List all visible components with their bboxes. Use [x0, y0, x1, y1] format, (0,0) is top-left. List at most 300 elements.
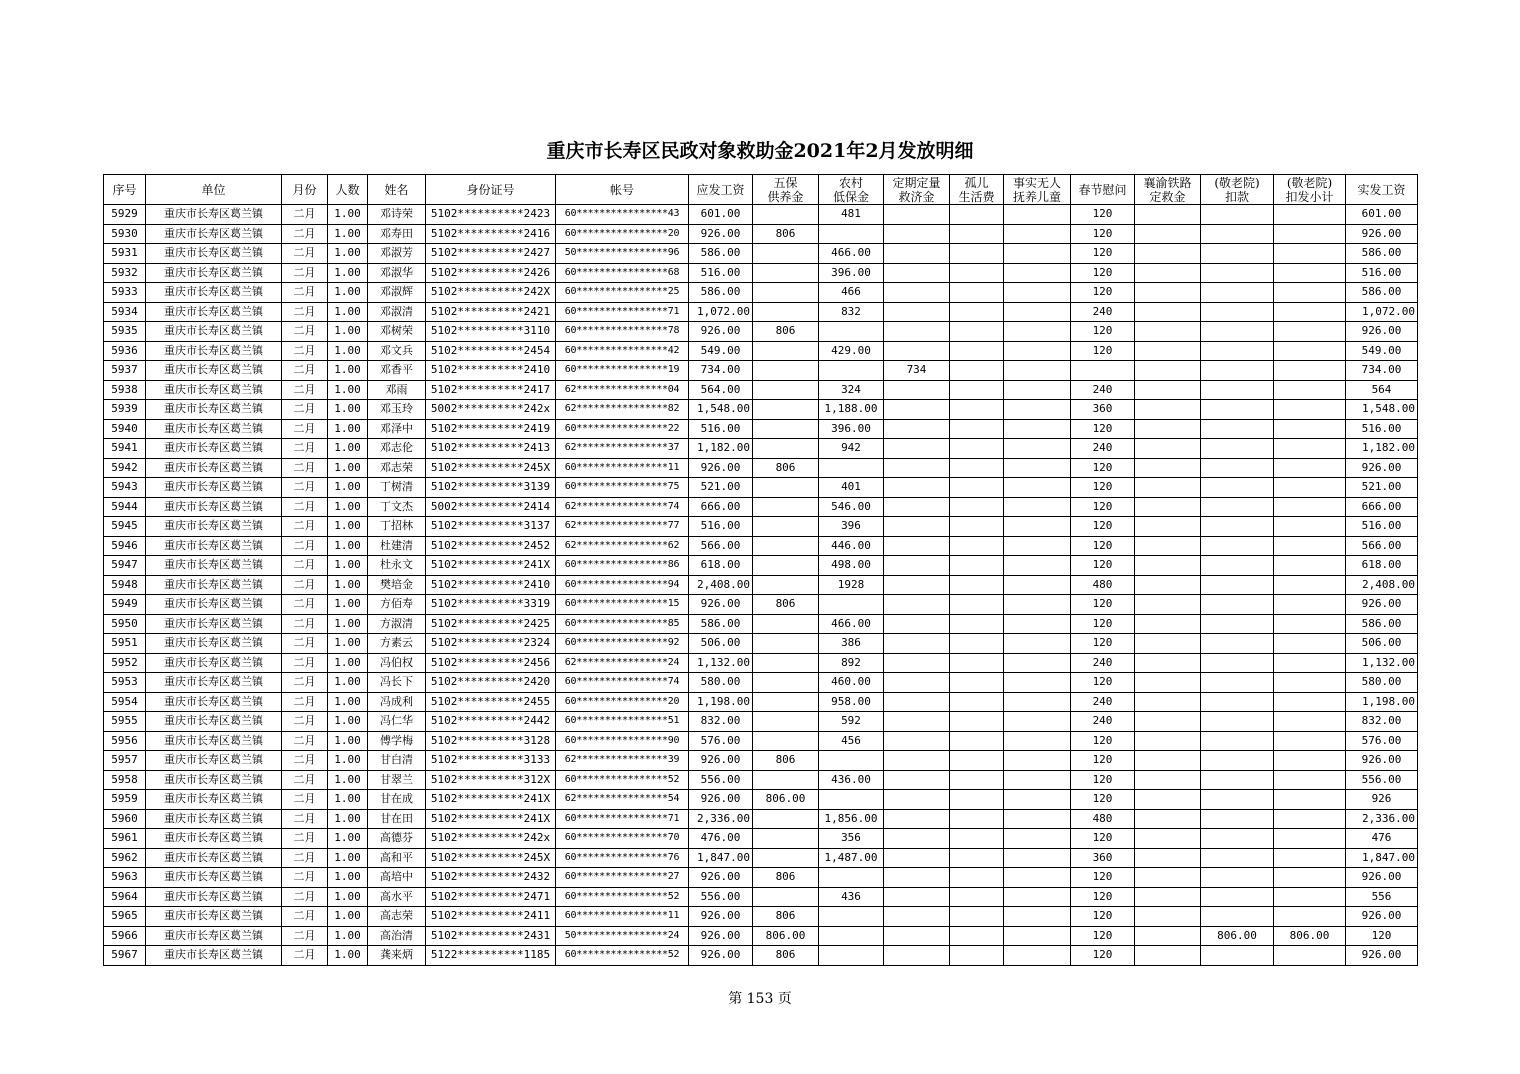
- table-cell: 2,408.00: [1346, 575, 1418, 595]
- table-body: [104, 205, 1418, 966]
- table-cell: 832: [819, 302, 884, 322]
- table-cell: 5930: [104, 224, 146, 244]
- table-cell: 邓淑芳: [368, 244, 426, 264]
- table-cell: [950, 536, 1004, 556]
- table-cell: [1274, 224, 1346, 244]
- table-cell: [1135, 419, 1201, 439]
- table-cell: [1201, 790, 1274, 810]
- table-cell: [884, 536, 950, 556]
- table-cell: 2,336.00: [1346, 809, 1418, 829]
- table-cell: 5962: [104, 848, 146, 868]
- table-cell: [950, 673, 1004, 693]
- table-cell: [950, 751, 1004, 771]
- table-cell: [1274, 380, 1346, 400]
- table-cell: 1.00: [328, 517, 368, 537]
- table-cell: 460.00: [819, 673, 884, 693]
- table-cell: [1201, 575, 1274, 595]
- table-cell: [950, 692, 1004, 712]
- table-cell: 5102**********241X: [426, 790, 556, 810]
- table-cell: [884, 322, 950, 342]
- table-cell: [1274, 692, 1346, 712]
- table-cell: 120: [1071, 829, 1135, 849]
- column-header: 帐号: [556, 175, 689, 205]
- table-cell: 926.00: [1346, 751, 1418, 771]
- table-cell: [1201, 361, 1274, 381]
- table-cell: [1201, 478, 1274, 498]
- table-cell: 5967: [104, 946, 146, 966]
- table-cell: 重庆市长寿区葛兰镇: [146, 341, 282, 361]
- table-cell: 丁树清: [368, 478, 426, 498]
- table-cell: [1135, 595, 1201, 615]
- table-cell: 926.00: [1346, 458, 1418, 478]
- table-cell: 516.00: [1346, 419, 1418, 439]
- table-cell: 5929: [104, 205, 146, 225]
- table-cell: 1.00: [328, 848, 368, 868]
- table-cell: 5102**********2442: [426, 712, 556, 732]
- table-cell: 1.00: [328, 595, 368, 615]
- table-cell: [884, 244, 950, 264]
- table-cell: 5102**********241X: [426, 809, 556, 829]
- table-cell: [1135, 380, 1201, 400]
- table-cell: [1201, 770, 1274, 790]
- table-cell: [1274, 614, 1346, 634]
- table-cell: [753, 887, 819, 907]
- table-cell: [1274, 731, 1346, 751]
- table-cell: 806: [753, 322, 819, 342]
- table-cell: [1201, 439, 1274, 459]
- table-cell: 62****************04: [556, 380, 689, 400]
- table-cell: [1004, 712, 1071, 732]
- table-cell: 360: [1071, 848, 1135, 868]
- table-cell: 5948: [104, 575, 146, 595]
- table-cell: 二月: [282, 887, 328, 907]
- table-cell: 120: [1071, 263, 1135, 283]
- table-cell: 549.00: [689, 341, 753, 361]
- table-cell: 62****************82: [556, 400, 689, 420]
- table-cell: 618.00: [689, 556, 753, 576]
- table-cell: 556.00: [689, 770, 753, 790]
- table-cell: 1.00: [328, 907, 368, 927]
- table-cell: 120: [1071, 536, 1135, 556]
- table-row: [104, 224, 1418, 244]
- table-cell: [1004, 302, 1071, 322]
- table-cell: 60****************52: [556, 946, 689, 966]
- table-cell: [1274, 263, 1346, 283]
- table-cell: 1928: [819, 575, 884, 595]
- table-cell: 60****************71: [556, 809, 689, 829]
- table-cell: 5102**********3137: [426, 517, 556, 537]
- table-cell: 120: [1071, 478, 1135, 498]
- table-cell: [819, 868, 884, 888]
- table-cell: 60****************43: [556, 205, 689, 225]
- column-header: 月份: [282, 175, 328, 205]
- table-cell: [1004, 556, 1071, 576]
- table-cell: 60****************86: [556, 556, 689, 576]
- table-cell: 926.00: [689, 868, 753, 888]
- table-cell: [1135, 946, 1201, 966]
- table-cell: [884, 419, 950, 439]
- table-cell: 120: [1071, 790, 1135, 810]
- table-cell: 5102**********2421: [426, 302, 556, 322]
- table-cell: [753, 556, 819, 576]
- table-cell: 1.00: [328, 224, 368, 244]
- table-cell: 958.00: [819, 692, 884, 712]
- table-cell: 120: [1071, 907, 1135, 927]
- table-cell: 240: [1071, 712, 1135, 732]
- table-cell: [1274, 497, 1346, 517]
- table-cell: 重庆市长寿区葛兰镇: [146, 887, 282, 907]
- table-cell: [1004, 887, 1071, 907]
- table-cell: [1135, 829, 1201, 849]
- table-cell: 5946: [104, 536, 146, 556]
- table-cell: [1274, 283, 1346, 303]
- table-cell: 重庆市长寿区葛兰镇: [146, 712, 282, 732]
- table-cell: [1004, 224, 1071, 244]
- table-cell: 1.00: [328, 244, 368, 264]
- table-cell: 重庆市长寿区葛兰镇: [146, 458, 282, 478]
- table-cell: [884, 634, 950, 654]
- table-cell: 120: [1071, 751, 1135, 771]
- table-cell: 60****************90: [556, 731, 689, 751]
- table-cell: 5102**********242X: [426, 283, 556, 303]
- table-cell: 5931: [104, 244, 146, 264]
- table-cell: 二月: [282, 692, 328, 712]
- table-cell: [819, 751, 884, 771]
- table-cell: 60****************52: [556, 770, 689, 790]
- table-cell: [1201, 205, 1274, 225]
- table-cell: 436: [819, 887, 884, 907]
- table-cell: 5102**********2471: [426, 887, 556, 907]
- table-cell: [1274, 536, 1346, 556]
- table-cell: 120: [1071, 731, 1135, 751]
- table-cell: [1135, 302, 1201, 322]
- table-cell: 二月: [282, 907, 328, 927]
- table-cell: 62****************77: [556, 517, 689, 537]
- table-cell: 5933: [104, 283, 146, 303]
- table-cell: 5935: [104, 322, 146, 342]
- table-cell: 丁招林: [368, 517, 426, 537]
- table-cell: [1274, 439, 1346, 459]
- table-cell: 5102**********2425: [426, 614, 556, 634]
- table-cell: 466.00: [819, 614, 884, 634]
- table-cell: 60****************11: [556, 907, 689, 927]
- table-cell: [753, 400, 819, 420]
- table-cell: 1.00: [328, 283, 368, 303]
- table-cell: 926.00: [689, 458, 753, 478]
- table-cell: [1201, 848, 1274, 868]
- table-cell: 重庆市长寿区葛兰镇: [146, 614, 282, 634]
- table-cell: [1004, 419, 1071, 439]
- table-cell: [753, 614, 819, 634]
- table-cell: 5102**********245X: [426, 848, 556, 868]
- table-row: [104, 439, 1418, 459]
- table-cell: [1274, 458, 1346, 478]
- table-cell: 二月: [282, 322, 328, 342]
- table-cell: 重庆市长寿区葛兰镇: [146, 653, 282, 673]
- table-cell: 1.00: [328, 478, 368, 498]
- table-cell: [753, 439, 819, 459]
- table-cell: 806: [753, 458, 819, 478]
- table-cell: [1004, 322, 1071, 342]
- table-cell: 5102**********2456: [426, 653, 556, 673]
- table-cell: 二月: [282, 751, 328, 771]
- table-cell: 62****************24: [556, 653, 689, 673]
- table-cell: [1274, 868, 1346, 888]
- table-cell: 1,856.00: [819, 809, 884, 829]
- table-cell: 二月: [282, 731, 328, 751]
- table-cell: [1274, 790, 1346, 810]
- table-cell: 重庆市长寿区葛兰镇: [146, 517, 282, 537]
- table-cell: 1,072.00: [689, 302, 753, 322]
- table-cell: [1135, 926, 1201, 946]
- table-cell: 重庆市长寿区葛兰镇: [146, 809, 282, 829]
- table-row: [104, 673, 1418, 693]
- table-cell: 重庆市长寿区葛兰镇: [146, 205, 282, 225]
- table-cell: 396.00: [819, 263, 884, 283]
- table-cell: 冯成利: [368, 692, 426, 712]
- table-cell: 396.00: [819, 419, 884, 439]
- table-cell: [1004, 926, 1071, 946]
- table-cell: [819, 322, 884, 342]
- table-cell: [1201, 692, 1274, 712]
- table-cell: 521.00: [689, 478, 753, 498]
- table-cell: 5961: [104, 829, 146, 849]
- table-cell: [1201, 809, 1274, 829]
- table-cell: [1274, 341, 1346, 361]
- table-cell: 重庆市长寿区葛兰镇: [146, 751, 282, 771]
- table-cell: [950, 380, 1004, 400]
- column-header: 序号: [104, 175, 146, 205]
- table-cell: 1.00: [328, 868, 368, 888]
- table-cell: [884, 263, 950, 283]
- column-header: 单位: [146, 175, 282, 205]
- table-cell: 高和平: [368, 848, 426, 868]
- table-cell: 60****************94: [556, 575, 689, 595]
- table-cell: 重庆市长寿区葛兰镇: [146, 829, 282, 849]
- table-cell: [1004, 809, 1071, 829]
- table-cell: [1201, 946, 1274, 966]
- table-cell: [1274, 751, 1346, 771]
- table-cell: [1004, 848, 1071, 868]
- table-cell: 120: [1071, 595, 1135, 615]
- table-cell: [1135, 244, 1201, 264]
- table-cell: 60****************78: [556, 322, 689, 342]
- column-header: 应发工资: [689, 175, 753, 205]
- table-cell: 666.00: [689, 497, 753, 517]
- table-cell: [1274, 770, 1346, 790]
- table-cell: 926.00: [689, 907, 753, 927]
- table-cell: [884, 224, 950, 244]
- table-cell: 506.00: [689, 634, 753, 654]
- column-header: 春节慰问: [1071, 175, 1135, 205]
- table-cell: 二月: [282, 712, 328, 732]
- table-cell: [1135, 458, 1201, 478]
- table-cell: [1135, 887, 1201, 907]
- table-cell: 5102**********2413: [426, 439, 556, 459]
- table-cell: 120: [1071, 673, 1135, 693]
- table-cell: 1,548.00: [689, 400, 753, 420]
- table-cell: [753, 419, 819, 439]
- table-cell: 5102**********2410: [426, 575, 556, 595]
- table-cell: 二月: [282, 809, 328, 829]
- table-cell: 120: [1071, 322, 1135, 342]
- table-row: [104, 517, 1418, 537]
- table-cell: [1201, 907, 1274, 927]
- table-cell: 5943: [104, 478, 146, 498]
- table-cell: 1,847.00: [1346, 848, 1418, 868]
- table-cell: 1.00: [328, 790, 368, 810]
- table-cell: 806.00: [753, 790, 819, 810]
- table-cell: 5102**********2410: [426, 361, 556, 381]
- table-row: [104, 907, 1418, 927]
- table-row: [104, 458, 1418, 478]
- table-cell: 556: [1346, 887, 1418, 907]
- table-cell: 576.00: [689, 731, 753, 751]
- table-cell: [884, 458, 950, 478]
- table-cell: 1.00: [328, 809, 368, 829]
- table-row: [104, 614, 1418, 634]
- table-cell: 重庆市长寿区葛兰镇: [146, 302, 282, 322]
- table-row: [104, 341, 1418, 361]
- table-cell: [884, 887, 950, 907]
- table-cell: 二月: [282, 205, 328, 225]
- table-cell: [753, 517, 819, 537]
- table-cell: [950, 595, 1004, 615]
- table-cell: 5966: [104, 926, 146, 946]
- table-cell: [884, 770, 950, 790]
- table-cell: [884, 478, 950, 498]
- table-cell: 60****************11: [556, 458, 689, 478]
- table-cell: 二月: [282, 244, 328, 264]
- table-cell: 2,336.00: [689, 809, 753, 829]
- table-cell: [950, 341, 1004, 361]
- table-cell: [1201, 556, 1274, 576]
- table-cell: 1.00: [328, 302, 368, 322]
- table-cell: 120: [1071, 205, 1135, 225]
- table-cell: [753, 829, 819, 849]
- table-cell: [1201, 887, 1274, 907]
- table-cell: 重庆市长寿区葛兰镇: [146, 770, 282, 790]
- table-cell: 498.00: [819, 556, 884, 576]
- table-cell: 5937: [104, 361, 146, 381]
- table-cell: [1274, 907, 1346, 927]
- table-cell: 60****************75: [556, 478, 689, 498]
- table-cell: [1004, 205, 1071, 225]
- table-cell: 5934: [104, 302, 146, 322]
- table-cell: 二月: [282, 673, 328, 693]
- table-cell: 1.00: [328, 887, 368, 907]
- table-row: [104, 790, 1418, 810]
- table-cell: [884, 595, 950, 615]
- table-cell: 杜永文: [368, 556, 426, 576]
- table-cell: 50****************96: [556, 244, 689, 264]
- table-cell: 1.00: [328, 692, 368, 712]
- table-cell: 1.00: [328, 829, 368, 849]
- table-cell: [1201, 673, 1274, 693]
- table-cell: 549.00: [1346, 341, 1418, 361]
- table-cell: 二月: [282, 614, 328, 634]
- table-cell: 580.00: [1346, 673, 1418, 693]
- table-cell: 高水平: [368, 887, 426, 907]
- table-cell: 二月: [282, 380, 328, 400]
- table-cell: [1201, 595, 1274, 615]
- table-cell: [1004, 283, 1071, 303]
- table-cell: [1004, 907, 1071, 927]
- table-cell: 60****************70: [556, 829, 689, 849]
- table-cell: 60****************52: [556, 887, 689, 907]
- table-cell: 556.00: [1346, 770, 1418, 790]
- table-cell: 龚来炳: [368, 946, 426, 966]
- table-cell: [1135, 341, 1201, 361]
- table-cell: 592: [819, 712, 884, 732]
- table-cell: 120: [1071, 614, 1135, 634]
- table-cell: [1201, 517, 1274, 537]
- table-row: [104, 497, 1418, 517]
- table-cell: 二月: [282, 946, 328, 966]
- table-cell: [884, 380, 950, 400]
- table-row: [104, 653, 1418, 673]
- table-cell: 二月: [282, 224, 328, 244]
- table-cell: [950, 926, 1004, 946]
- table-cell: [1135, 361, 1201, 381]
- table-cell: [1004, 751, 1071, 771]
- table-cell: 1.00: [328, 458, 368, 478]
- table-cell: 1,847.00: [689, 848, 753, 868]
- table-cell: [950, 614, 1004, 634]
- table-row: [104, 731, 1418, 751]
- table-cell: [1274, 887, 1346, 907]
- table-cell: 60****************20: [556, 224, 689, 244]
- table-cell: 二月: [282, 653, 328, 673]
- table-cell: [753, 809, 819, 829]
- table-cell: [1201, 751, 1274, 771]
- table-cell: 5963: [104, 868, 146, 888]
- table-cell: 120: [1071, 497, 1135, 517]
- table-cell: 806: [753, 595, 819, 615]
- table-cell: [884, 556, 950, 576]
- table-row: [104, 926, 1418, 946]
- table-cell: [1274, 595, 1346, 615]
- table-cell: 重庆市长寿区葛兰镇: [146, 848, 282, 868]
- table-cell: 冯仁华: [368, 712, 426, 732]
- table-cell: 1,188.00: [819, 400, 884, 420]
- table-cell: 516.00: [689, 263, 753, 283]
- table-cell: 5949: [104, 595, 146, 615]
- table-cell: 5102**********3319: [426, 595, 556, 615]
- table-cell: [950, 361, 1004, 381]
- table-cell: [1201, 302, 1274, 322]
- table-cell: [1004, 653, 1071, 673]
- table-cell: [1274, 556, 1346, 576]
- table-cell: [884, 517, 950, 537]
- table-cell: 5102**********2420: [426, 673, 556, 693]
- table-cell: 重庆市长寿区葛兰镇: [146, 361, 282, 381]
- table-cell: 120: [1071, 887, 1135, 907]
- table-cell: 120: [1071, 946, 1135, 966]
- table-cell: 806: [753, 751, 819, 771]
- table-cell: 580.00: [689, 673, 753, 693]
- table-cell: 120: [1071, 419, 1135, 439]
- table-cell: [950, 946, 1004, 966]
- table-cell: 重庆市长寿区葛兰镇: [146, 322, 282, 342]
- table-cell: [753, 283, 819, 303]
- table-cell: [1201, 224, 1274, 244]
- table-cell: 1.00: [328, 263, 368, 283]
- table-cell: 5102**********3133: [426, 751, 556, 771]
- table-cell: 樊培金: [368, 575, 426, 595]
- table-cell: 二月: [282, 458, 328, 478]
- table-cell: [884, 439, 950, 459]
